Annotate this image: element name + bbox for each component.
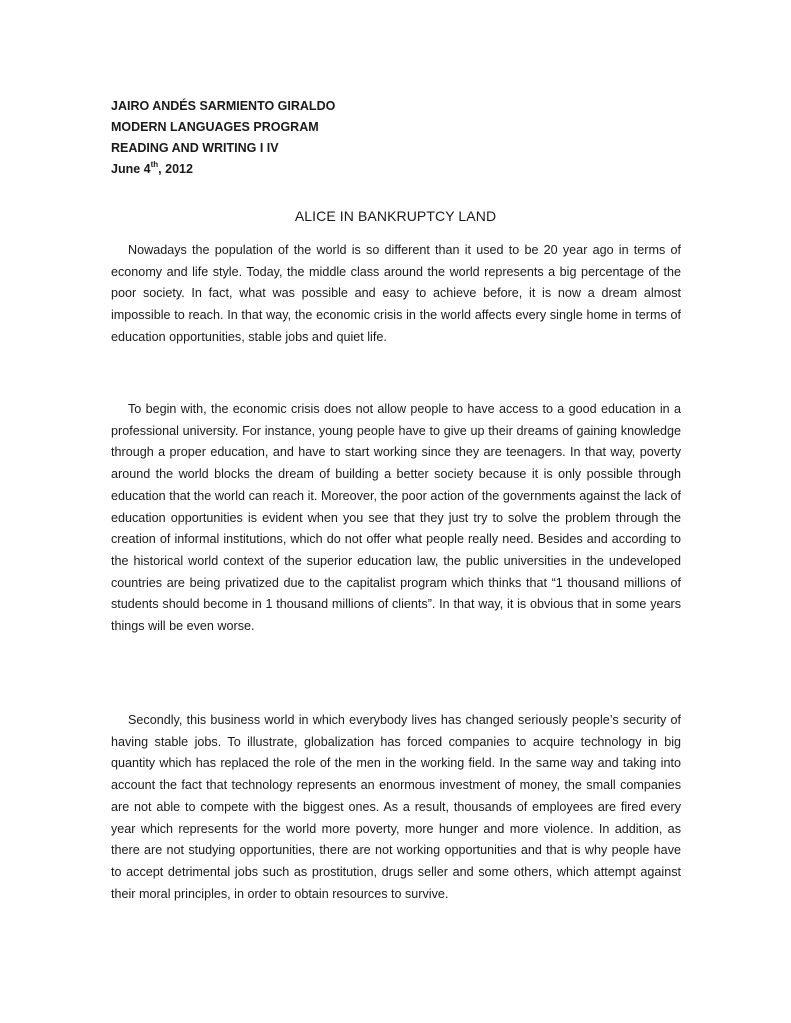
program-name: MODERN LANGUAGES PROGRAM <box>111 120 319 134</box>
paragraph-education: To begin with, the economic crisis does not allow people to have access to a good education in a professional university. For instance, young people have to give up their dreams of gaining knowledge through a proper education, and have to start working since they are teenagers. In that way, poverty around the world blocks the dream of building a better society because it is only possible through education that the world can reach it. Moreover, the poor action of the governments against the lack of education opportunities is evident when you see that they just try to solve the problem through the creation of informal institutions, which do not offer what people really need. Besides and according to the historical world context of the superior education law, the public universities in the undeveloped countries are being privatized due to the capitalist program which thinks that “1 thousand millions of students should become in 1 thousand millions of clients”. In that way, it is obvious that in some years things will be even worse. <box>111 402 681 634</box>
paragraph-introduction: Nowadays the population of the world is so different than it used to be 20 year ago in terms of economy and life style. Today, the middle class around the world represents a big percentage of the poor society. In fact, what was possible and easy to achieve before, it is now a dream almost impossible to reach. In that way, the economic crisis in the world affects every single home in terms of education opportunities, stable jobs and quiet life. <box>111 243 681 344</box>
essay-title: ALICE IN BANKRUPTCY LAND <box>294 208 497 224</box>
date-rest: , 2012 <box>158 162 193 176</box>
date-prefix: June 4 <box>111 162 151 176</box>
paragraph-jobs: Secondly, this business world in which everybody lives has changed seriously people’s security of having stable jobs. To illustrate, globalization has forced companies to acquire technology in big quantity which has replaced the role of the men in the working field. In the same way and taking into account the fact that technology represents an enormous investment of money, the small companies are not able to compete with the biggest ones. As a result, thousands of employees are fired every year which represents for the world more poverty, more hunger and more violence. In addition, as there are not studying opportunities, there are not working opportunities and that is why people have to accept detrimental jobs such as prostitution, drugs seller and some others, which attempt against their moral principles, in order to obtain resources to survive. <box>111 713 681 901</box>
date-ordinal-suffix: th <box>150 160 159 169</box>
course-name: READING AND WRITING I IV <box>111 141 279 155</box>
document-header <box>111 96 335 180</box>
author-name: JAIRO ANDÉS SARMIENTO GIRALDO <box>111 99 336 113</box>
document-date <box>111 159 335 180</box>
